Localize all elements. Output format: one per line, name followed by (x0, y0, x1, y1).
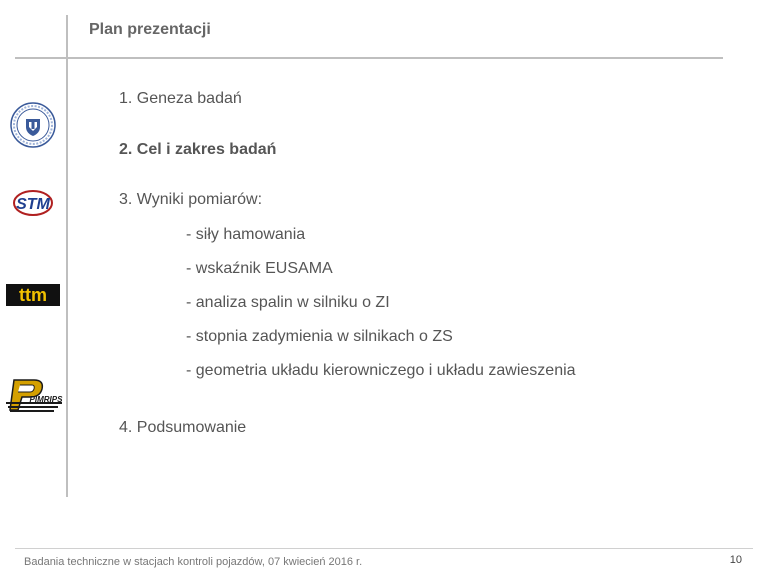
slide-title: Plan prezentacji (89, 21, 211, 38)
footer-text: Badania techniczne w stacjach kontroli pojazdów, 07 kwiecień 2016 r. (24, 556, 363, 568)
page-number: 10 (729, 554, 742, 566)
outline-subitem: - analiza spalin w silniku o ZI (186, 294, 390, 311)
outline-subitem: - stopnia zadymienia w silnikach o ZS (186, 328, 453, 345)
pimrips-logo-text: PIMRIPS (29, 395, 63, 404)
stm-logo (11, 186, 55, 222)
pimrips-logo (4, 376, 64, 414)
outline-subitem: - wskaźnik EUSAMA (186, 260, 333, 277)
stm-logo-text: STM (16, 196, 50, 213)
university-seal-logo (9, 101, 57, 149)
outline-subitem: - siły hamowania (186, 226, 306, 243)
vertical-divider (66, 15, 68, 497)
outline-item-4: 4. Podsumowanie (119, 419, 247, 436)
header-rule (66, 57, 723, 59)
outline-item-2: 2. Cel i zakres badań (119, 141, 277, 158)
ttm-logo-text: ttm (19, 285, 47, 305)
ttm-logo (6, 284, 60, 306)
outline-item-1: 1. Geneza badań (119, 90, 242, 107)
header-rule-left (15, 57, 66, 59)
outline-subitem: - geometria układu kierowniczego i układu zawieszenia (186, 362, 576, 379)
outline-item-3: 3. Wyniki pomiarów: (119, 191, 263, 208)
footer-rule (15, 548, 753, 549)
